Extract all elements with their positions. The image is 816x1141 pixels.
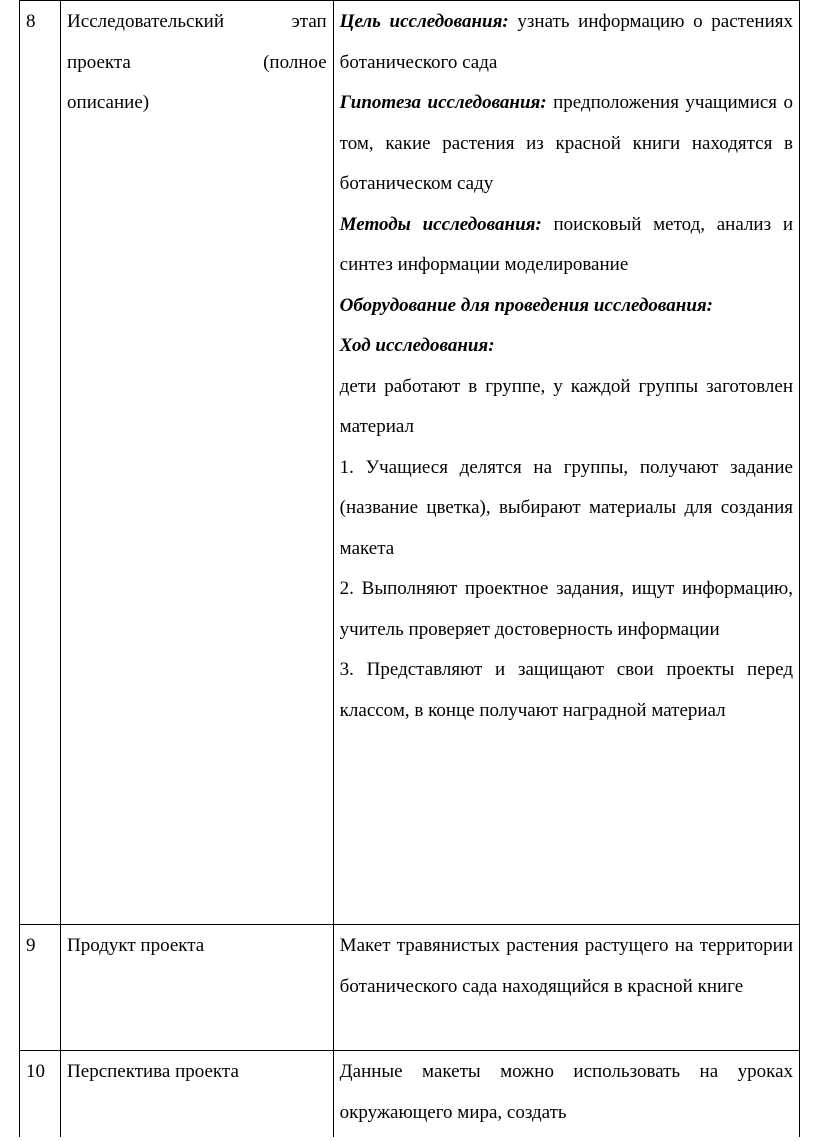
goal-text: узнать информацию о растениях ботанического сада [339,11,793,73]
step-1: 1. Учащиеся делятся на группы, получают задание (название цветка), выбирают материалы для создания макета [339,456,793,559]
row-description: Данные макеты можно использовать на уроках окружающего мира, создать [333,1051,799,1138]
process-label: Ход исследования: [339,335,495,356]
hypothesis-paragraph [340,83,793,205]
row-number: 10 [20,1051,61,1138]
hypothesis-label: Гипотеза исследования: [339,92,547,113]
row-description [333,1,799,925]
project-table [19,0,800,1137]
name-word: Исследовательский [67,11,225,32]
equipment-label: Оборудование для проведения исследования: [339,294,714,316]
row-name: Перспектива проекта [61,1051,334,1138]
process-text: дети работают в группе, у каждой группы заготовлен материал [339,375,793,437]
methods-paragraph [340,205,793,286]
table-row [20,1,800,925]
table-row [20,925,800,1051]
name-word: проекта [67,51,131,73]
row-name [61,1,334,925]
row-name: Продукт проекта [61,925,334,1051]
name-word: этап [291,11,327,32]
step-2: 2. Выполняют проектное задания, ищут информацию, учитель проверяет достоверность информации [339,578,793,640]
name-word: (полное [263,51,327,73]
table-row [20,1051,800,1138]
methods-label: Методы исследования: [339,213,542,235]
row-number: 9 [20,925,61,1051]
goal-label: Цель исследования: [339,11,509,32]
hypothesis-text: предположения учащимися о том, какие растения из красной книги находятся в ботаническом саду [339,92,793,194]
step-3: 3. Представляют и защищают свои проекты перед классом, в конце получают наградной материал [339,659,793,721]
methods-text: поисковый метод, анализ и синтез информации моделирование [339,213,793,275]
goal-paragraph [340,2,793,83]
name-line [67,2,327,43]
name-line [67,43,327,84]
row-number: 8 [20,1,61,925]
name-line: описание) [67,92,150,113]
row-description: Макет травянистых растения растущего на территории ботанического сада находящийся в красной книге [333,925,799,1051]
